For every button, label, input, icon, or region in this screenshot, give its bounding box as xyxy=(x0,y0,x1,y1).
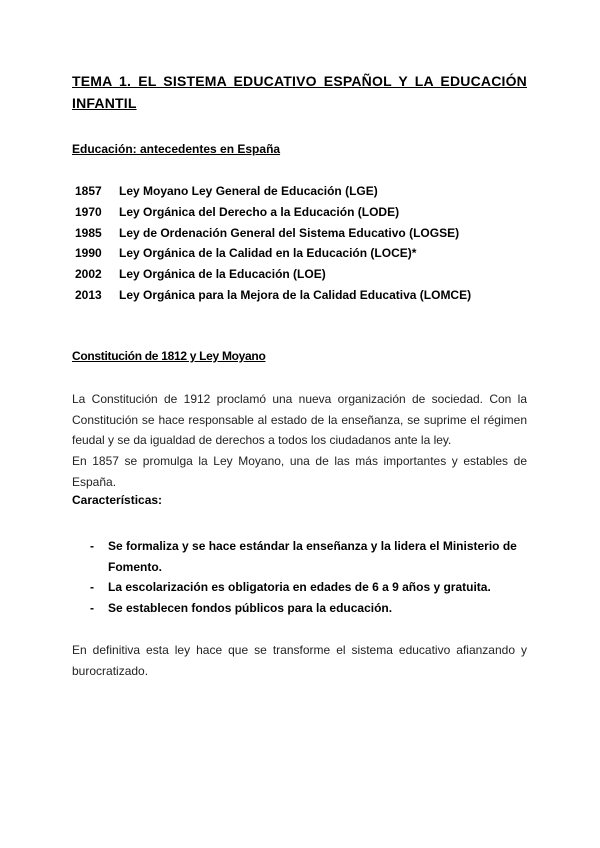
characteristics-label: Características: xyxy=(72,493,163,507)
paragraph-constitucion: La Constitución de 1912 proclamó una nueva organización de sociedad. Con la Constitución se hace responsable al estado de la enseñanza, se suprime el régimen feudal y se da igualdad de derechos a todos los ciudadanos ante la ley. xyxy=(72,392,527,447)
law-name: Ley Moyano Ley General de Educación (LGE) xyxy=(119,184,378,198)
paragraph-ley-moyano: En 1857 se promulga la Ley Moyano, una de las más importantes y estables de España. xyxy=(72,454,527,489)
bullet-text: Se formaliza y se hace estándar la enseñanza y la lidera el Ministerio de Fomento. xyxy=(108,539,517,574)
title-line-2: INFANTIL xyxy=(72,95,137,111)
bullet-dash: - xyxy=(90,539,94,553)
section-heading-constitucion: Constitución de 1812 y Ley Moyano xyxy=(72,349,266,363)
law-year: 1985 xyxy=(75,225,102,240)
document-title xyxy=(72,70,527,114)
list-item xyxy=(90,536,527,577)
law-item xyxy=(75,285,471,306)
list-item xyxy=(90,577,527,598)
characteristics-list xyxy=(90,536,527,618)
law-name: Ley Orgánica para la Mejora de la Calidad Educativa (LOMCE) xyxy=(119,287,472,302)
law-name: Ley Orgánica de la Calidad en la Educación (LOCE)* xyxy=(119,246,417,261)
law-item xyxy=(75,181,471,202)
law-year: 1970 xyxy=(75,204,102,219)
law-item xyxy=(75,223,471,244)
law-item xyxy=(75,264,471,285)
bullet-dash: - xyxy=(90,580,94,594)
law-name: Ley Orgánica del Derecho a la Educación (LODE) xyxy=(119,204,400,219)
bullet-dash: - xyxy=(90,600,94,615)
title-line-1: TEMA 1. EL SISTEMA EDUCATIVO ESPAÑOL Y LA EDUCACIÓN xyxy=(72,73,527,89)
list-item xyxy=(90,598,527,619)
bullet-text: Se establecen fondos públicos para la educación. xyxy=(108,600,393,615)
law-year: 2013 xyxy=(75,287,102,302)
law-year: 1857 xyxy=(75,184,102,198)
law-name: Ley de Ordenación General del Sistema Educativo (LOGSE) xyxy=(119,225,460,240)
law-item xyxy=(75,243,471,264)
law-year: 2002 xyxy=(75,267,102,282)
law-year: 1990 xyxy=(75,246,102,261)
laws-list xyxy=(75,181,471,306)
law-name: Ley Orgánica de la Educación (LOE) xyxy=(119,267,326,282)
law-item xyxy=(75,202,471,223)
bullet-text: La escolarización es obligatoria en edades de 6 a 9 años y gratuita. xyxy=(108,580,491,594)
section-heading-antecedentes: Educación: antecedentes en España xyxy=(72,142,281,156)
paragraph-conclusion: En definitiva esta ley hace que se transforme el sistema educativo afianzando y burocratizado. xyxy=(72,643,527,678)
